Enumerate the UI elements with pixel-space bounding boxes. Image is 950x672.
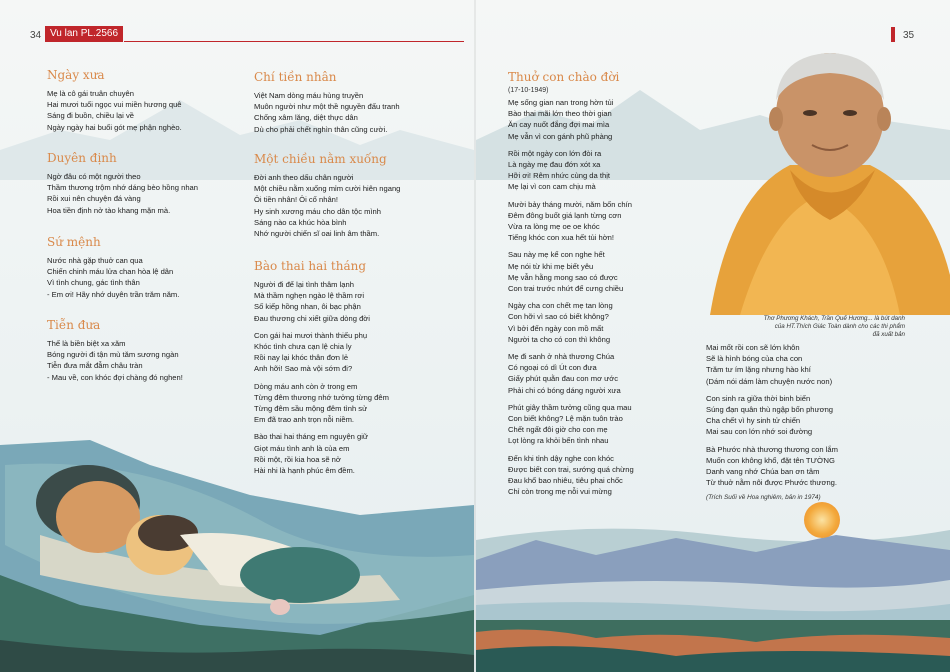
stanza — [254, 381, 389, 426]
sunset-landscape — [476, 480, 950, 672]
poem-line: Được biết con trai, sướng quá chừng — [508, 464, 634, 474]
poem-line: Đau khổ bao nhiêu, tiêu phai chốc — [508, 476, 623, 486]
poem-line: Con hỡi vì sao có biết không? — [508, 312, 609, 322]
poem-ngay-xua — [47, 68, 182, 133]
stanza — [508, 148, 634, 193]
caption-line: của HT.Thích Giác Toàn dành cho các thi phẩm — [774, 323, 905, 330]
poem-line: Sáng nào ca khúc hòa bình — [254, 217, 347, 227]
poem-line: Bào thai hai tháng em nguyện giữ — [254, 432, 369, 442]
poem-line: Tiễn đưa mắt đẫm châu tràn — [47, 361, 143, 371]
poem-line: Đời anh theo dấu chân người — [254, 173, 354, 182]
poem-mot-chieu — [254, 152, 400, 239]
poem-line: Chiến chinh máu lửa chan hòa lệ dân — [47, 267, 174, 277]
poem-line: Chết ngất đôi giờ cho con mẹ — [508, 425, 608, 435]
poem-line: Hy sinh xương máu cho dân tộc mình — [254, 206, 381, 216]
stanza — [706, 393, 838, 438]
poem-line: Khóc tình chưa cạn lệ chia ly — [254, 342, 352, 352]
poem-line: Mẹ lại vì con cam chịu mà — [508, 182, 596, 192]
poem-line: Đêm đông buốt giá lạnh từng cơn — [508, 210, 622, 220]
setting-sun — [804, 502, 840, 538]
poem-line: Vừa ra lòng mẹ oe oe khóc — [508, 222, 600, 232]
poem-line: Từng đêm thương nhớ tưởng từng đêm — [254, 392, 389, 402]
poem-line: Muôn người như một thề nguyền đấu tranh — [254, 102, 400, 112]
poem-line: Mẹ đi sanh ở nhà thương Chúa — [508, 352, 615, 362]
stanza — [254, 330, 389, 375]
poem-line: Người đi để lại tình thâm lạnh — [254, 280, 354, 289]
poem-line: (Dám nói dám làm chuyện nước non) — [706, 376, 833, 386]
poem-line: Rồi nay lại khóc thân đơn lẻ — [254, 353, 349, 363]
poem-duyen-dinh — [47, 151, 198, 216]
poem-su-menh — [47, 235, 179, 300]
source-note: (Trích Suối về Hoa nghiêm, bản in 1974) — [706, 494, 821, 502]
magazine-title: Vu lan PL.2566 — [50, 28, 119, 39]
poem-line: - Mau về, con khóc đợi chàng đó nghen! — [47, 372, 183, 382]
poem-line: Thế là biền biệt xa xăm — [47, 339, 126, 348]
poem-line: Mai sau con lớn nhớ soi đường — [706, 427, 813, 437]
poem-line: Mẹ là cô gái truân chuyên — [47, 89, 134, 98]
poem-line: Mẹ vẫn vì con gánh phũ phàng — [508, 131, 613, 141]
poem-line: Súng đạn quân thù ngập bốn phương — [706, 405, 834, 415]
poem-line: Từng đêm sầu mộng đêm tình sử — [254, 404, 368, 414]
header-mark-right — [891, 27, 895, 42]
poem-line: Ngày cha con chết mẹ tan lòng — [508, 301, 613, 311]
poem-line: Đau thương chi xiết giữa dòng đời — [254, 313, 370, 323]
stanza — [706, 444, 838, 489]
stanza — [254, 279, 389, 324]
poem-line: Phút giây thầm tưởng cũng qua mau — [508, 402, 632, 412]
poem-line: Hai mươi tuổi ngọc vui miền hương quê — [47, 100, 182, 110]
poem-date: (17-10-1949) — [508, 87, 549, 94]
poem-line: Chống xâm lăng, diệt thực dân — [254, 113, 358, 123]
poem-line: Phải chi có bóng dáng người xưa — [508, 385, 621, 395]
poem-line: Hài nhi là hạnh phúc êm đềm. — [254, 466, 355, 476]
poem-line: Nhớ người chiến sĩ oai linh âm thầm. — [254, 229, 380, 239]
mother-child-painting — [0, 425, 474, 672]
poem-line: Anh hỡi! Sao mà vội sớm đi? — [254, 364, 353, 374]
stanza — [508, 402, 634, 447]
poem-line: Mẹ nói từ khi mẹ biết yêu — [508, 261, 594, 271]
poem-chi-tien-nhan — [254, 70, 400, 135]
poem-line: Trăm tư ím lặng nhưng hào khí — [706, 365, 811, 375]
poem-line: Sau này mẹ kể con nghe hết — [508, 250, 605, 260]
poem-line: Rồi một ngày con lớn đòi ra — [508, 148, 602, 158]
poem-line: Mẹ sống gian nan trong hờn tủi — [508, 98, 614, 107]
poem-title: Duyên định — [47, 151, 117, 165]
stanza — [508, 199, 634, 244]
page-number-right: 35 — [903, 30, 915, 41]
stanza — [508, 351, 634, 396]
poem-line: Danh vang nhớ Chúa ban ơn tâm — [706, 467, 820, 477]
poem-tien-dua — [47, 318, 183, 383]
stanza — [508, 249, 634, 294]
caption-line: Thơ Phương Khách, Trần Quế Hương... là bút danh — [763, 315, 905, 322]
poem-line: Mà thầm nghẹn ngào lệ thầm rơi — [254, 291, 365, 301]
poem-line: Mai mốt rồi con sẽ lớn khôn — [706, 343, 800, 352]
poem-line: Là ngày mẹ đau đớn xót xa — [508, 160, 601, 170]
poem-line: Hoa tiền định nở tào khang mặn mà. — [47, 205, 171, 215]
poem-line: Muốn con không khổ, đặt tên TƯỜNG — [706, 455, 835, 465]
poem-title: Tiễn đưa — [47, 318, 101, 332]
poem-line: Dòng máu anh còn ở trong em — [254, 381, 358, 391]
poem-line: Bóng người đi tận mù tăm sương ngàn — [47, 350, 179, 360]
poem-line: Con gái hai mươi thành thiếu phụ — [254, 330, 368, 340]
poem-line: Giấy phút quằn đau con mơ ước — [508, 374, 619, 384]
caption-line: đã xuất bản — [872, 331, 905, 338]
poem-title: Ngày xưa — [47, 68, 105, 82]
poem-line: Lọt lòng ra khỏi bến tình nhau — [508, 436, 609, 446]
poem-line: Sáng đi buồn, chiều lại về — [47, 111, 134, 121]
poem-line: Chỉ còn trong mẹ nỗi vui mừng — [508, 487, 612, 497]
poem-title: Bào thai hai tháng — [254, 259, 367, 273]
poem-line: Con biết không? Lệ mặn tuôn trào — [508, 414, 623, 424]
page-number-left: 34 — [30, 30, 42, 41]
stanza — [706, 342, 838, 387]
poem-line: Mẹ vẫn hằng mong sao có được — [508, 272, 618, 282]
poem-line: Vì bởi đến ngày con mồ mất — [508, 323, 604, 333]
photo-caption — [740, 315, 905, 339]
poem-line: Nước nhà gặp thuở can qua — [47, 256, 143, 265]
poem-title: Một chiều nằm xuống — [254, 152, 387, 166]
poem-title: Chí tiền nhân — [254, 70, 337, 84]
poem-line: Từ thuở nằm nôi được Phước thương. — [706, 478, 838, 488]
stanza — [508, 453, 634, 498]
poem-line: Con sinh ra giữa thời binh biến — [706, 393, 811, 403]
poem-line: Vì tình chung, gác tình thân — [47, 278, 140, 288]
poem-line: Giọt máu tình anh là của em — [254, 443, 350, 453]
poem-line: Ôi tiền nhân! Ôi cố nhân! — [254, 195, 339, 205]
poem-continuation — [706, 342, 838, 501]
poem-line: Đến khi tỉnh dậy nghe con khóc — [508, 453, 614, 463]
poem-line: Số kiếp hồng nhan, ôi bạc phận — [254, 302, 361, 312]
stanza — [508, 300, 634, 345]
poem-line: Bào thai mãi lớn theo thời gian — [508, 109, 612, 119]
poem-line: Dù cho phải chết nghìn thân cũng cười. — [254, 124, 388, 134]
poem-line: Hỡi ơi! Rêm nhức cùng da thịt — [508, 171, 610, 181]
poem-title: Sứ mệnh — [47, 235, 101, 249]
poem-line: Bà Phước nhà thương thương con lắm — [706, 444, 838, 454]
poem-line: Người ta cho có con thì không — [508, 334, 611, 344]
poem-line: Cha chết vì hy sinh tử chiến — [706, 416, 801, 426]
poem-title: Thuở con chào đời — [508, 70, 620, 84]
poem-line: Rồi một, rồi kia hoa sẽ nở — [254, 454, 341, 464]
poem-line: Tiếng khóc con xua hết tủi hờn! — [508, 233, 615, 243]
monk-portrait — [700, 45, 950, 315]
poem-line: Việt Nam dòng máu hùng truyền — [254, 91, 364, 100]
poem-line: Sẽ là hình bóng của cha con — [706, 354, 803, 364]
poem-line: Rồi xui nên chuyện đá vàng — [47, 194, 141, 204]
poem-line: Có ngoại có dì Út con đưa — [508, 363, 597, 373]
poem-line: Thầm thương trộm nhớ dáng bèo hồng nhan — [47, 183, 198, 193]
header-rule — [124, 41, 464, 42]
poem-line: Em đã trao anh trọn nỗi niềm. — [254, 415, 355, 425]
stanza — [508, 97, 634, 142]
poem-line: - Em ơi! Hãy nhớ duyên trần trăm năm. — [47, 289, 180, 299]
poem-line: Ăn cay nuốt đắng đợi mai mìa — [508, 120, 610, 130]
poem-line: Mười bảy tháng mười, năm bốn chín — [508, 199, 632, 209]
poem-line: Con trai trước nhứt để cưng chiều — [508, 284, 624, 294]
poem-line: Ngờ đâu có một người theo — [47, 172, 141, 181]
poem-line: Ngày ngày hai buổi gót mẹ phận nghèo. — [47, 122, 182, 132]
poem-thuo-con — [508, 70, 634, 504]
poem-line: Một chiều nằm xuống mỉm cười hiên ngang — [254, 184, 401, 194]
